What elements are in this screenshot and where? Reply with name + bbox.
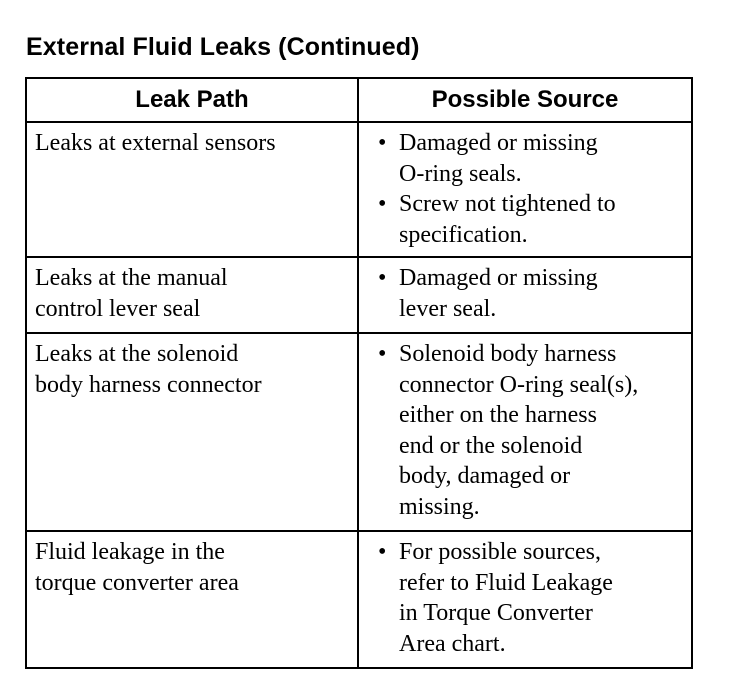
source-line: Damaged or missing xyxy=(399,130,598,156)
source-line: O-ring seals. xyxy=(399,160,522,187)
source-item xyxy=(367,339,683,522)
table-header-row xyxy=(26,78,692,122)
source-item xyxy=(367,537,683,659)
leak-path-line: Leaks at external sensors xyxy=(35,130,276,156)
leak-path-line: Leaks at the solenoid xyxy=(35,341,239,367)
source-list xyxy=(367,128,683,250)
table-row xyxy=(26,257,692,333)
possible-source-cell xyxy=(358,531,692,668)
source-line: missing. xyxy=(399,493,480,520)
leak-path-line: body harness connector xyxy=(35,371,262,398)
leak-path-cell xyxy=(26,333,358,531)
leak-path-cell xyxy=(26,122,358,257)
source-item xyxy=(367,128,683,189)
bullet-icon: • xyxy=(378,341,387,367)
source-line: either on the harness xyxy=(399,402,597,428)
page-title: External Fluid Leaks (Continued) xyxy=(26,33,420,61)
source-list xyxy=(367,537,683,659)
source-line: end or the solenoid xyxy=(399,432,583,459)
leak-path-cell xyxy=(26,531,358,668)
bullet-icon: • xyxy=(378,539,387,565)
leak-path-line: torque converter area xyxy=(35,569,239,596)
source-line: Area chart. xyxy=(399,630,506,657)
source-line: body, damaged or xyxy=(399,463,571,489)
header-leak-path: Leak Path xyxy=(26,78,358,122)
possible-source-cell xyxy=(358,333,692,531)
source-item xyxy=(367,263,683,324)
source-line: Damaged or missing xyxy=(399,265,598,291)
table-row xyxy=(26,531,692,668)
source-line: lever seal. xyxy=(399,295,497,322)
source-item xyxy=(367,189,683,250)
source-line: specification. xyxy=(399,221,528,248)
source-line: in Torque Converter xyxy=(399,600,593,626)
source-list xyxy=(367,263,683,324)
bullet-icon: • xyxy=(378,191,387,217)
source-line: refer to Fluid Leakage xyxy=(399,569,613,596)
leaks-table xyxy=(25,77,693,669)
header-possible-source: Possible Source xyxy=(358,78,692,122)
source-line: Screw not tightened to xyxy=(399,191,616,217)
source-line: Solenoid body harness xyxy=(399,341,617,367)
source-list xyxy=(367,339,683,522)
bullet-icon: • xyxy=(378,265,387,291)
source-line: connector O-ring seal(s), xyxy=(399,371,639,398)
table-row xyxy=(26,333,692,531)
source-line: For possible sources, xyxy=(399,539,601,565)
leak-path-cell xyxy=(26,257,358,333)
possible-source-cell xyxy=(358,257,692,333)
leak-path-line: Fluid leakage in the xyxy=(35,539,225,565)
leak-path-line: Leaks at the manual xyxy=(35,265,228,291)
bullet-icon: • xyxy=(378,130,387,156)
possible-source-cell xyxy=(358,122,692,257)
table-row xyxy=(26,122,692,257)
leak-path-line: control lever seal xyxy=(35,295,201,322)
